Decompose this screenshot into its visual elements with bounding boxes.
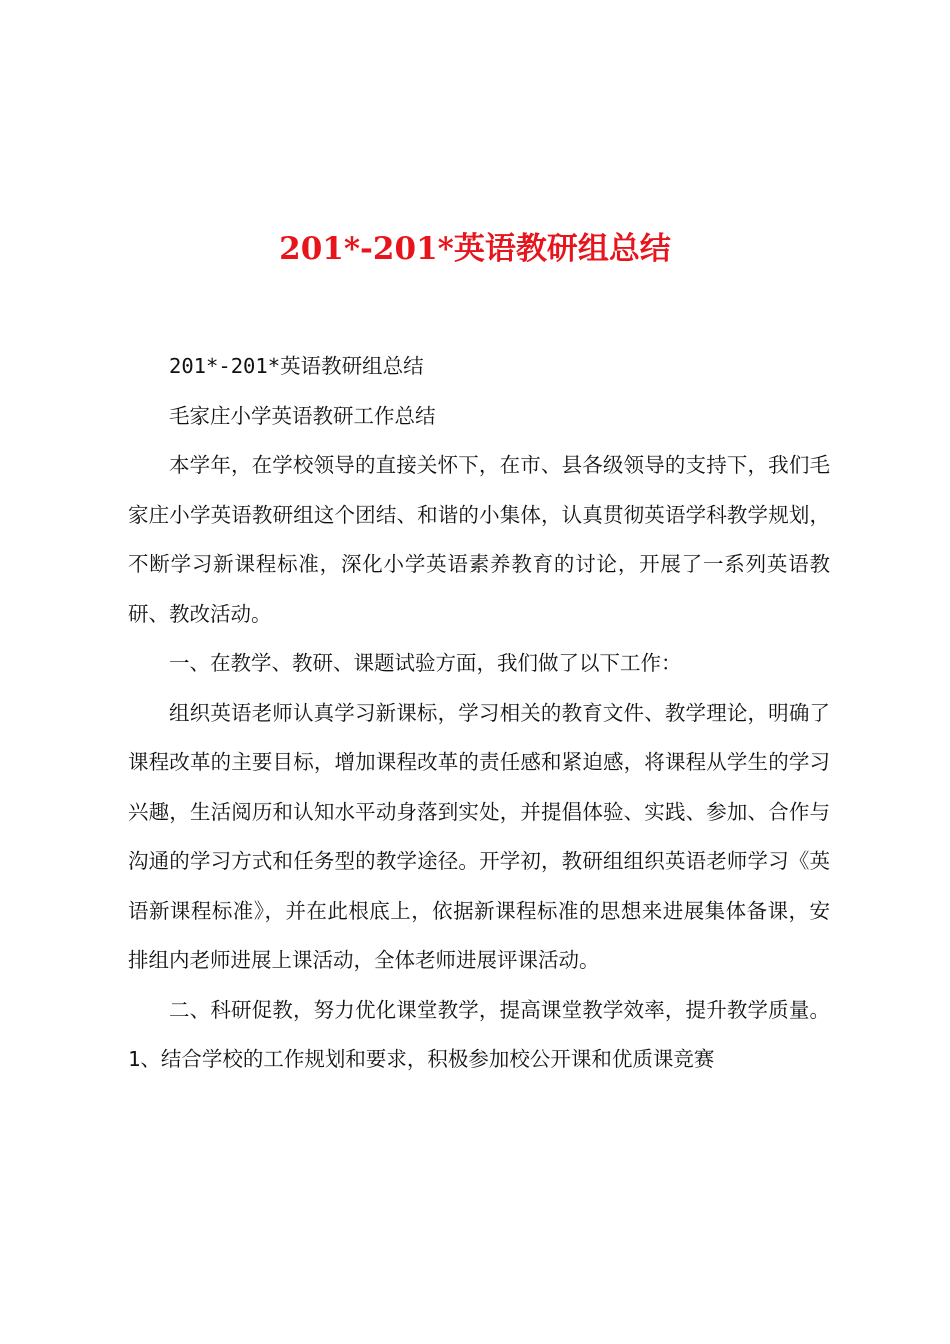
document-body	[128, 342, 830, 1085]
paragraph-intro: 本学年，在学校领导的直接关怀下，在市、县各级领导的支持下，我们毛家庄小学英语教研组这个团结、和谐的小集体，认真贯彻英语学科教学规划，不断学习新课程标准，深化小学英语素养教育的讨论，开展了一系列英语教研、教改活动。	[128, 453, 830, 626]
document-title: 201*-201*英语教研组总结	[279, 230, 671, 267]
paragraph-section-one-body: 组织英语老师认真学习新课标，学习相关的教育文件、教学理论，明确了课程改革的主要目标，增加课程改革的责任感和紧迫感，将课程从学生的学习兴趣，生活阅历和认知水平动身落到实处，并提倡体验、实践、参加、合作与沟通的学习方式和任务型的教学途径。开学初，教研组组织英语老师学习《英语新课程标准》，并在此根底上，依据新课程标准的思想来进展集体备课，安排组内老师进展上课活动，全体老师进展评课活动。	[128, 700, 830, 972]
paragraph-school-heading: 毛家庄小学英语教研工作总结	[169, 403, 436, 428]
paragraph-section-one-heading: 一、在教学、教研、课题试验方面，我们做了以下工作：	[169, 651, 682, 675]
paragraph-section-two: 二、科研促教，努力优化课堂教学，提高课堂教学效率，提升教学质量。1、结合学校的工作规划和要求，积极参加校公开课和优质课竞赛	[128, 997, 830, 1071]
paragraph-subtitle: 201*-201*英语教研组总结	[169, 354, 424, 378]
